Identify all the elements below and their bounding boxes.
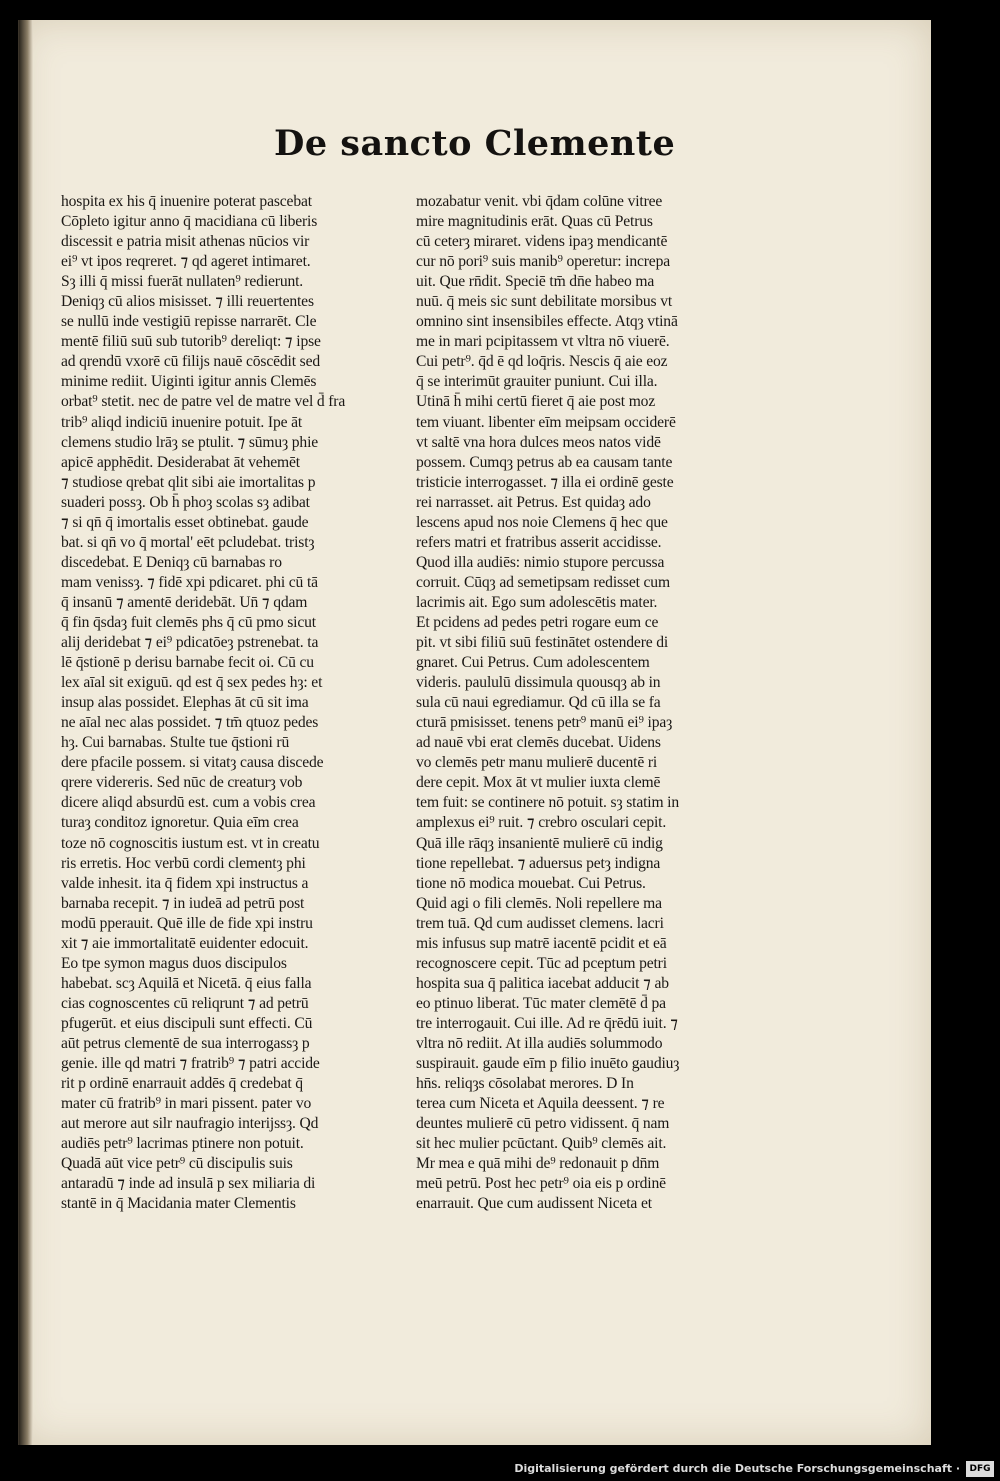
text-line: hospita ex his q̄ inuenire poterat pascebat [61, 193, 312, 210]
text-line: genie. ille qd matri ⁊ fratrib⁹ ⁊ patri accide [61, 1055, 320, 1073]
text-line: eo ptinuo liberat. Tūc mater clemētē d̄ pa [416, 994, 666, 1012]
text-line: meū petrū. Post hec petr⁹ oia eis p ordinē [416, 1175, 666, 1193]
text-line: Cui petr⁹. q̄d ē qd loq̄ris. Nescis q̄ aie eoz [416, 353, 668, 371]
text-line: tre interrogauit. Cui ille. Ad re q̄rēdū iuit. ⁊ [416, 1014, 678, 1032]
text-line: Eo tpe symon magus duos discipulos [61, 954, 287, 972]
text-line: pfugerūt. et eius discipuli sunt effecti. Cū [61, 1014, 313, 1032]
text-line: audiēs petr⁹ lacrimas ptinere non potuit. [61, 1135, 304, 1153]
text-line: antaradū ⁊ inde ad insulā p sex miliaria di [61, 1175, 316, 1193]
text-line: sula cū naui egrediamur. Qd cū illa se fa [416, 694, 661, 712]
text-line: rei narrasset. ait Petrus. Est quidaȝ ado [416, 493, 651, 511]
text-line: videris. paululū dissimula quousqȝ ab in [416, 674, 661, 692]
text-line: ris erretis. Hoc verbū cordi clementȝ phi [61, 854, 306, 872]
text-line: Sȝ illi q̄ missi fuerāt nullaten⁹ redierunt. [61, 273, 304, 291]
text-line: alij deridebat ⁊ ei⁹ pdicatōeȝ pstrenebat. ta [61, 634, 319, 652]
text-line: refers matri et fratribus asserit accidisse. [416, 533, 662, 551]
text-line: Cōpleto igitur anno q̄ macidiana cū liberis [61, 213, 318, 231]
text-line: apicē apphēdit. Desiderabat āt vehemēt [61, 453, 300, 471]
text-line: terea cum Niceta et Aquila deessent. ⁊ re [416, 1095, 665, 1113]
text-line: hn̄s. reliqȝs cōsolabat merores. D In [416, 1075, 634, 1093]
text-line: q̄ fin q̄sdaȝ fuit clemēs phs q̄ cū pmo sicut [61, 613, 316, 631]
dfg-logo-icon: DFG [966, 1461, 994, 1477]
book-spine-shadow [19, 20, 33, 1445]
text-line: tione nō modica mouebat. Cui Petrus. [416, 874, 646, 892]
text-line: toze nō cognoscitis iustum est. vt in creatu [61, 834, 320, 852]
text-line: stantē in q̄ Macidania mater Clementis [61, 1195, 296, 1213]
text-line: Et pcidens ad pedes petri rogare eum ce [416, 613, 659, 631]
text-line: minime rediit. Uiginti igitur annis Clemēs [61, 373, 317, 391]
text-line: lē q̄stionē p derisu barnabe fecit oi. Cū cu [61, 654, 314, 672]
text-line: insup alas possidet. Elephas āt cū sit ima [61, 694, 309, 712]
text-line: recognoscere cepit. Tūc ad pceptum petri [416, 954, 667, 972]
text-line: possem. Cumqȝ petrus ab ea causam tante [416, 453, 673, 471]
text-line: nuū. q̄ meis sic sunt debilitate morsibus vt [416, 293, 673, 311]
text-line: bat. si qn̄ vo q̄ mortal' eēt pcludebat. tristȝ [61, 533, 315, 551]
text-line: tem viuant. libenter eīm meipsam occiderē [416, 413, 676, 431]
text-column-right [416, 192, 752, 1214]
text-line: se nullū inde vestigiū repisse narrarēt. Cle [61, 313, 317, 331]
text-line: cias cognoscentes cū reliqrunt ⁊ ad petrū [61, 994, 309, 1012]
text-line: mozabatur venit. vbi q̄dam colūne vitree [416, 193, 663, 210]
text-line: Quod illa audiēs: nimio stupore percussa [416, 553, 665, 571]
text-line: pit. vt sibi filiū suū festinātet ostendere di [416, 634, 669, 652]
text-line: lex aīal sit exiguū. qd est q̄ sex pedes hȝ: et [61, 674, 323, 692]
text-line: ad nauē vbi erat clemēs ducebat. Uidens [416, 734, 661, 752]
text-line: lescens apud nos noie Clemens q̄ hec que [416, 513, 668, 531]
text-line: aūt petrus clementē de sua interrogassȝ p [61, 1034, 310, 1052]
text-line: discedebat. E Deniqȝ cū barnabas ro [61, 553, 282, 571]
text-line: hȝ. Cui barnabas. Stulte tue q̄stioni rū [61, 734, 290, 752]
text-line: modū pperauit. Quē ille de fide xpi instru [61, 914, 313, 932]
text-line: orbat⁹ stetit. nec de patre vel de matre vel d̄ fra [61, 393, 346, 411]
text-line: Quā ille rāqȝ insanientē mulierē cū indig [416, 834, 663, 852]
text-line: corruit. Cūqȝ ad semetipsam redisset cum [416, 573, 670, 591]
text-line: dicere aliqd absurdū est. cum a vobis crea [61, 794, 316, 812]
text-line: me in mari pcipitassem vt vltra nō viuerē. [416, 333, 670, 351]
text-line: clemens studio lrāȝ se ptulit. ⁊ sūmuȝ phie [61, 433, 319, 451]
text-line: mater cū fratrib⁹ in mari pissent. pater vo [61, 1095, 312, 1113]
text-line: dere pfacile possem. si vitatȝ causa discede [61, 754, 324, 772]
text-line: amplexus ei⁹ ruit. ⁊ crebro osculari cepit. [416, 814, 667, 832]
running-title: De sancto Clemente [274, 123, 676, 164]
text-line: suaderi possȝ. Ob h̄ phoȝ scolas sȝ adibat [61, 493, 310, 511]
text-line: Deniqȝ cū alios misisset. ⁊ illi reuertentes [61, 293, 314, 311]
text-line: barnaba recepit. ⁊ in iudeā ad petrū post [61, 894, 305, 912]
text-line: tem fuit: se continere nō potuit. sȝ statim in [416, 794, 680, 812]
text-line: mam venissȝ. ⁊ fidē xpi pdicaret. phi cū tā [61, 573, 318, 591]
text-line: cturā pmisisset. tenens petr⁹ manū ei⁹ ipaȝ [416, 714, 673, 732]
text-line: ⁊ si qn̄ q̄ imortalis esset obtinebat. gaude [61, 513, 309, 531]
text-line: ⁊ studiose qrebat qlit sibi aie imortalitas p [61, 473, 316, 491]
text-line: Quid agi o fili clemēs. Noli repellere ma [416, 894, 662, 912]
text-line: cur nō pori⁹ suis manib⁹ operetur: increpa [416, 253, 670, 271]
text-line: ne aīal nec alas possidet. ⁊ tm̄ qtuoz pedes [61, 714, 319, 732]
text-line: valde inhesit. ita q̄ fidem xpi instructus a [61, 874, 309, 892]
text-line: turaȝ conditoz ignoretur. Quia eīm crea [61, 814, 299, 832]
text-line: discessit e patria misit athenas nūcios vir [61, 233, 310, 251]
text-line: trem tuā. Qd cum audisset clemens. lacri [416, 914, 664, 932]
text-line: ei⁹ vt ipos reqreret. ⁊ qd ageret intimaret. [61, 253, 311, 271]
text-line: aut merore aut silr naufragio interijssȝ. Qd [61, 1115, 319, 1133]
text-line: mentē filiū suū sub tutorib⁹ dereliqt: ⁊ ipse [61, 333, 321, 351]
text-line: lacrimis ait. Ego sum adolescētis mater. [416, 593, 658, 611]
text-column-left [61, 192, 397, 1214]
footer-bar [0, 1458, 1000, 1481]
dfg-credit-text: Digitalisierung gefördert durch die Deutsche Forschungsgemeinschaft · [514, 1462, 960, 1475]
text-line: hospita sua q̄ palitica iacebat adducit ⁊ ab [416, 974, 669, 992]
text-line: suspirauit. gaude eīm p filio inuēto gaudiuȝ [416, 1055, 680, 1073]
book-page [18, 20, 931, 1445]
text-line: enarrauit. Que cum audissent Niceta et [416, 1195, 652, 1213]
text-line: qrere videreris. Sed nūc de creaturȝ vob [61, 774, 303, 792]
text-line: tione repellebat. ⁊ aduersus petȝ indigna [416, 854, 661, 872]
text-line: vt saltē vna hora dulces meos natos vidē [416, 433, 661, 451]
text-line: mire magnitudinis erāt. Quas cū Petrus [416, 213, 653, 231]
text-line: uit. Que rn̄dit. Speciē tm̄ dn̄e habeo ma [416, 273, 655, 291]
text-line: trib⁹ aliqd indiciū inuenire potuit. Ipe āt [61, 413, 303, 431]
text-line: Quadā aūt vice petr⁹ cū discipulis suis [61, 1155, 293, 1173]
text-line: xit ⁊ aie immortalitatē euidenter edocuit. [61, 934, 309, 952]
text-line: ad qrendū vxorē cū filijs nauē cōscēdit sed [61, 353, 320, 371]
text-line: dere cepit. Mox āt vt mulier iuxta clemē [416, 774, 661, 792]
text-line: q̄ se interimūt grauiter puniunt. Cui illa. [416, 373, 658, 391]
text-line: sit hec mulier pcūctant. Quib⁹ clemēs ait. [416, 1135, 667, 1153]
text-line: habebat. scȝ Aquilā et Nicetā. q̄ eius falla [61, 974, 312, 992]
text-line: mis infusus sup matrē iacentē pcidit et eā [416, 934, 667, 952]
text-line: Mr mea e quā mihi de⁹ redonauit p dn̄m [416, 1155, 660, 1173]
text-line: vo clemēs petr manu mulierē ducentē ri [416, 754, 658, 772]
text-line: q̄ insanū ⁊ amentē deridebāt. Un̄ ⁊ qdam [61, 593, 308, 611]
text-line: Utinā h̄ mihi certū fieret q̄ aie post moz [416, 393, 656, 411]
text-line: deuntes mulierē cū petro vidissent. q̄ nam [416, 1115, 670, 1133]
text-line: omnino sint insensibiles effecte. Atqȝ vtinā [416, 313, 678, 331]
text-line: vltra nō rediit. At illa audiēs solummodo [416, 1034, 663, 1052]
text-line: cū ceterȝ miraret. videns ipaȝ mendicantē [416, 233, 668, 251]
text-line: rit p ordinē enarrauit addēs q̄ credebat q̄ [61, 1075, 303, 1093]
text-line: tristicie interrogasset. ⁊ illa ei ordinē geste [416, 473, 674, 491]
text-line: gnaret. Cui Petrus. Cum adolescentem [416, 654, 650, 672]
